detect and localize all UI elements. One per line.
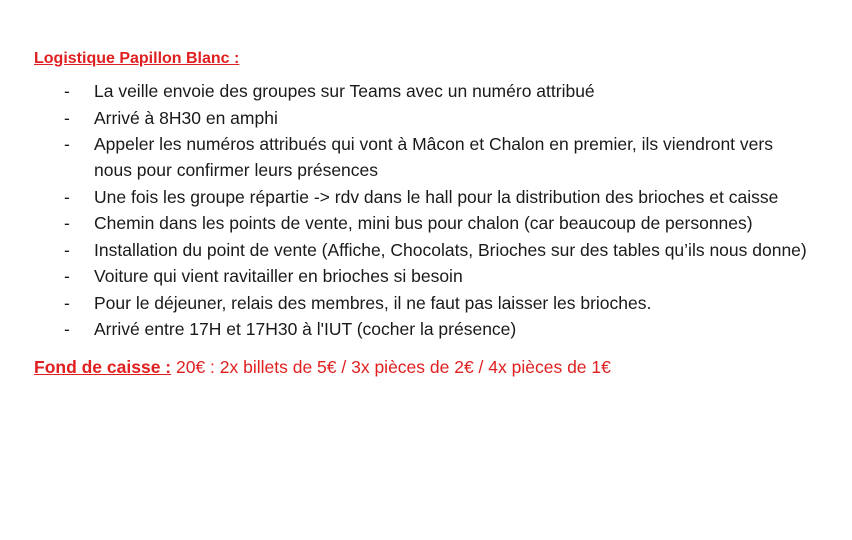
list-item <box>34 184 814 210</box>
bullet-dash: - <box>64 107 70 128</box>
list-item-text: Appeler les numéros attribués qui vont à Mâcon et Chalon en premier, ils viendront vers nous pour confirmer leurs présences <box>94 134 773 180</box>
list-item-text: Installation du point de vente (Affiche, Chocolats, Brioches sur des tables qu’ils nous donne) <box>94 239 807 260</box>
list-item <box>34 210 814 236</box>
list-item-text: Une fois les groupe répartie -> rdv dans le hall pour la distribution des brioches et caisse <box>94 186 779 207</box>
bullet-dash: - <box>64 134 70 154</box>
bullet-dash: - <box>64 292 70 313</box>
bullet-dash: - <box>64 239 70 260</box>
bullet-dash: - <box>64 213 70 233</box>
section-heading: Logistique Papillon Blanc : <box>34 50 240 67</box>
logistics-list <box>34 78 814 342</box>
list-item-text: Voiture qui vient ravitailler en brioches si besoin <box>94 266 463 286</box>
list-item <box>34 316 814 342</box>
bullet-dash: - <box>64 186 70 207</box>
list-item-text: Pour le déjeuner, relais des membres, il ne faut pas laisser les brioches. <box>94 292 652 313</box>
list-item <box>34 237 814 263</box>
list-item <box>34 131 814 183</box>
bullet-dash: - <box>64 319 70 339</box>
list-item-text: Chemin dans les points de vente, mini bus pour chalon (car beaucoup de personnes) <box>94 213 753 233</box>
list-item <box>34 78 814 104</box>
list-item-text: Arrivé à 8H30 en amphi <box>94 107 278 128</box>
list-item <box>34 263 814 289</box>
bullet-dash: - <box>64 266 70 286</box>
cash-float-line <box>34 354 814 380</box>
cash-float-label: Fond de caisse : <box>34 357 172 377</box>
document-page <box>34 48 814 380</box>
bullet-dash: - <box>64 81 70 101</box>
list-item <box>34 105 814 131</box>
cash-float-text: 20€ : 2x billets de 5€ / 3x pièces de 2€ / 4x pièces de 1€ <box>171 357 611 377</box>
list-item-text: La veille envoie des groupes sur Teams avec un numéro attribué <box>94 81 595 101</box>
list-item <box>34 290 814 316</box>
list-item-text: Arrivé entre 17H et 17H30 à l'IUT (cocher la présence) <box>94 319 517 339</box>
